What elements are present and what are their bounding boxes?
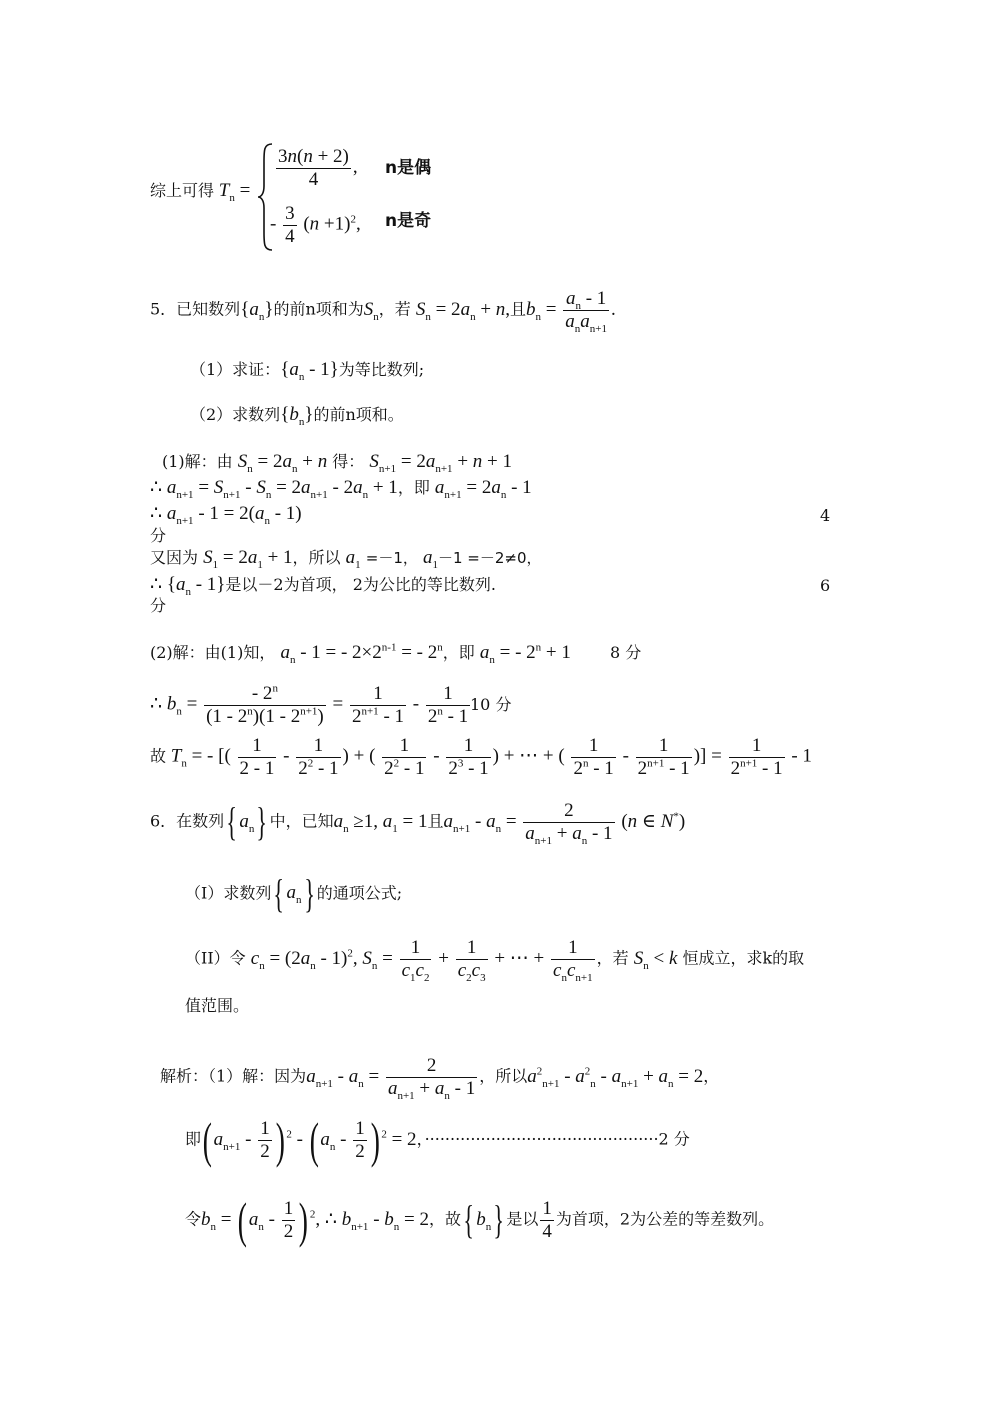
q6-part1: （I）求数列{ $a_n$} 的通项公式; [185, 871, 403, 916]
score-2: 2 分 [658, 1129, 690, 1149]
q5-part1: （1）求证：$\{a_n - 1\}$为等比数列; [190, 359, 425, 383]
summary-line: 综上可得 $T_n$ = [150, 180, 251, 204]
q5-sol1-line2: ∴ $a_{n+1} = S_{n+1} - S_n = 2a_{n+1} - 2a_n + 1$，即 $a_{n+1} = 2a_n - 1$ [150, 477, 532, 501]
odd-tag: n是奇 [385, 211, 432, 231]
score-10: 10 分 [470, 695, 512, 714]
q5-stem: 5．已知数列$\{a_n\}$的前n项和为$S_n$，若 $S_n = 2a_n + n$,且$b_n$ = $\frac{a_n - 1}{a_na_{n+1}}$ . [150, 288, 616, 335]
even-tag: n是偶 [385, 158, 432, 178]
q6-analysis-line2: 即($a_{n+1}$ - $\frac{1}{2}$ ) $^2 - (a_n$ - $\frac{1}{2}$ ) $^2$ = 2，··············································2 分 [185, 1112, 690, 1169]
q6-part2: （II）令 $c_n = (2a_n - 1)^2$, $S_n$ = $\frac{1}{c_1c_2}$ + $\frac{1}{c_2c_3}$ + ⋯ + $\frac{1}{c_nc_{n+1}}$ ，若 $S_n < k$ 恒成立，求k的取 [185, 937, 805, 984]
piecewise-even-case: $\frac{3n(n + 2)}{4}$ , [278, 146, 377, 190]
q6-analysis-line1: 解析：（1）解：因为$a_{n+1} - a_n$ = $\frac{2}{a_{n+1} + a_n - 1}$ ，所以$a^2_{n+1} - a^2_n - a_{n+1} + a_n = 2$， [160, 1055, 720, 1102]
q5-sol1-line1: (1)解：由 $S_n = 2a_n + n$ 得： $S_{n+1} = 2a_{n+1} + n + 1$ [162, 451, 512, 475]
q5-sol1-line4: 又因为 $S_1 = 2a_1 + 1$，所以 $a_1 =-1$， $a_1-1 =-2\ne 0$， [150, 547, 542, 571]
q6-stem: 6．在数列{ $a_n$} 中，已知$a_n \ge 1$, $a_1 = 1$且$a_{n+1} - a_n$ = $\frac{2}{a_{n+1} + a_n - 1}$ (n ∈ N*) [150, 799, 686, 847]
q5-sol1-line5: ∴ $\{a_n - 1\}$是以－2为首项， 2为公比的等比数列. [150, 574, 496, 598]
q6-analysis-line3: 令$b_n = (a_n$ - $\frac{1}{2}$ ) $^2$, ∴ $b_{n+1} - b_n = 2$，故{ $b_n$} 是以 $\frac{1}{4}$ 为首项，2为公差的等差数列。 [185, 1192, 775, 1249]
q5-sol1-line3: ∴ $a_{n+1} - 1 = 2(a_n - 1)$ [150, 503, 302, 527]
score-8: 8 分 [610, 643, 642, 662]
q5-sol2-line3: 故 $T_n$ = - [( $\frac{1}{2 - 1}$ - $\frac{1}{2^2 - 1}$ ) + ( $\frac{1}{2^2 - 1}$ - $\frac{1}{2^3 - 1}$ ) + ⋯ + ( $\frac{1}{2^n - 1}$ - $\frac{1}{2^{n+1} - 1}$ )] = $\frac{1}{2^{n+1} - 1}$ - 1 [150, 735, 812, 779]
piecewise-odd-case: - $\frac{3}{4}$ $(n +1)^2$, [270, 203, 361, 247]
summary-label: 综上可得 [150, 181, 215, 200]
q5-sol2-line1: (2)解：由(1)知， $a_n - 1$ = - $2\times 2^{n-1}$ = - 2$^n$，即 $a_n$ = - $2^n + 1$ [150, 641, 571, 666]
score-6: 6 [820, 576, 831, 595]
score-4: 4 [820, 506, 831, 525]
q5-sol2-line2: ∴ $b_n$ = $\frac{- 2^n}{(1 - 2^n)(1 - 2^{n+1})}$ = $\frac{1}{2^{n+1} - 1}$ - $\frac{1}{2^n - 1}$ [150, 682, 469, 727]
fen-1: 分 [150, 526, 167, 545]
q5-conclusion: 是以－2为首项， 2为公比的等比数列. [225, 575, 496, 594]
fen-2: 分 [150, 596, 167, 615]
q5-part2: （2）求数列$\{b_n\}$的前n项和。 [190, 404, 404, 428]
q6-part2-cont: 值范围。 [185, 996, 250, 1015]
